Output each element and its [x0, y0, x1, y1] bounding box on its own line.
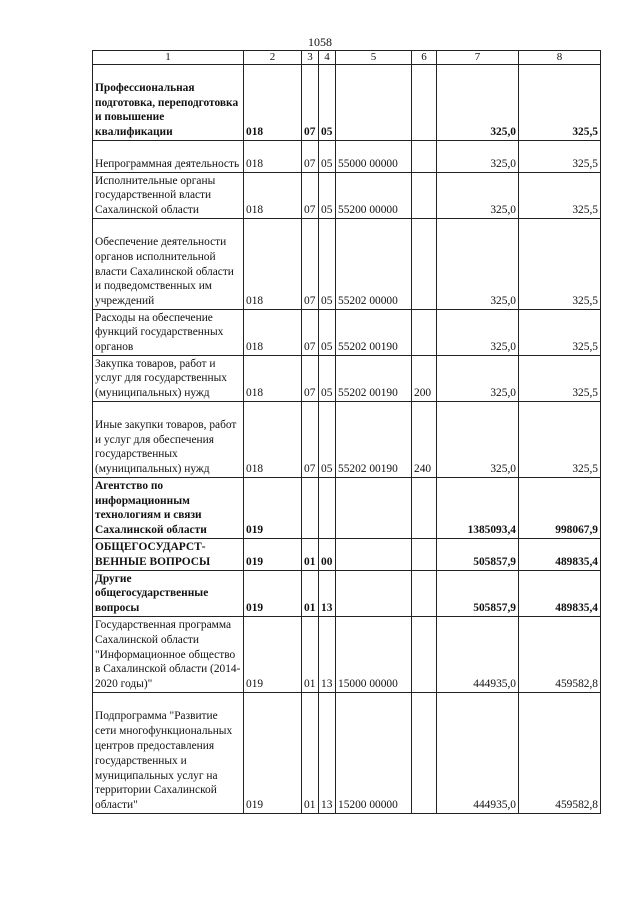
- target-article-code: 55000 00000: [336, 141, 412, 173]
- section-code: 07: [302, 141, 319, 173]
- column-header: 1: [93, 51, 244, 65]
- amount-year-2: 489835,4: [519, 571, 601, 617]
- amount-year-2: 325,5: [519, 65, 601, 141]
- expense-type-code: 240: [412, 402, 437, 478]
- subsection-code: 13: [319, 571, 336, 617]
- amount-year-1: 505857,9: [437, 539, 519, 571]
- table-row: [93, 539, 601, 571]
- amount-year-1: 325,0: [437, 310, 519, 356]
- expense-type-code: [412, 693, 437, 814]
- admin-code: 018: [244, 141, 302, 173]
- table-row: [93, 693, 601, 814]
- expense-type-code: [412, 478, 437, 539]
- row-description: Закупка товаров, работ и услуг для государственных (муниципальных) нужд: [93, 356, 244, 402]
- admin-code: 019: [244, 478, 302, 539]
- target-article-code: 55202 00190: [336, 356, 412, 402]
- amount-year-2: 325,5: [519, 141, 601, 173]
- section-code: 07: [302, 356, 319, 402]
- amount-year-2: 325,5: [519, 310, 601, 356]
- table-row: [93, 617, 601, 693]
- target-article-code: 55202 00000: [336, 219, 412, 310]
- row-description: Иные закупки товаров, работ и услуг для обеспечения государственных (муниципальных) нужд: [93, 402, 244, 478]
- admin-code: 018: [244, 310, 302, 356]
- column-header: 2: [244, 51, 302, 65]
- section-code: 07: [302, 65, 319, 141]
- column-header: 5: [336, 51, 412, 65]
- target-article-code: 55200 00000: [336, 173, 412, 219]
- admin-code: 018: [244, 173, 302, 219]
- amount-year-1: 444935,0: [437, 693, 519, 814]
- table-row: [93, 310, 601, 356]
- admin-code: 019: [244, 571, 302, 617]
- section-code: 01: [302, 539, 319, 571]
- section-code: 01: [302, 571, 319, 617]
- subsection-code: 05: [319, 402, 336, 478]
- expense-type-code: [412, 539, 437, 571]
- table-row: [93, 219, 601, 310]
- row-description: Обеспечение деятельности органов исполнительной власти Сахалинской области и подведомственных им учреждений: [93, 219, 244, 310]
- amount-year-2: 325,5: [519, 402, 601, 478]
- admin-code: 019: [244, 617, 302, 693]
- budget-table: [92, 50, 601, 814]
- section-code: 01: [302, 693, 319, 814]
- amount-year-1: 325,0: [437, 219, 519, 310]
- subsection-code: 05: [319, 65, 336, 141]
- target-article-code: [336, 539, 412, 571]
- subsection-code: 13: [319, 617, 336, 693]
- expense-type-code: [412, 219, 437, 310]
- expense-type-code: [412, 173, 437, 219]
- table-row: [93, 65, 601, 141]
- expense-type-code: [412, 617, 437, 693]
- admin-code: 018: [244, 402, 302, 478]
- admin-code: 018: [244, 65, 302, 141]
- subsection-code: 05: [319, 219, 336, 310]
- row-description: Профессиональная подготовка, переподготовка и повышение квалификации: [93, 65, 244, 141]
- subsection-code: 00: [319, 539, 336, 571]
- target-article-code: 55202 00190: [336, 310, 412, 356]
- admin-code: 018: [244, 356, 302, 402]
- amount-year-2: 459582,8: [519, 617, 601, 693]
- section-code: 01: [302, 617, 319, 693]
- subsection-code: [319, 478, 336, 539]
- admin-code: 019: [244, 539, 302, 571]
- amount-year-2: 325,5: [519, 173, 601, 219]
- amount-year-1: 325,0: [437, 141, 519, 173]
- row-description: Агентство по информационным технологиям и связи Сахалинской области: [93, 478, 244, 539]
- section-code: 07: [302, 402, 319, 478]
- target-article-code: 15200 00000: [336, 693, 412, 814]
- amount-year-2: 489835,4: [519, 539, 601, 571]
- amount-year-1: 505857,9: [437, 571, 519, 617]
- section-code: 07: [302, 173, 319, 219]
- table-row: [93, 402, 601, 478]
- subsection-code: 05: [319, 356, 336, 402]
- table-row: [93, 571, 601, 617]
- amount-year-1: 1385093,4: [437, 478, 519, 539]
- row-description: Исполнительные органы государственной власти Сахалинской области: [93, 173, 244, 219]
- column-header: 6: [412, 51, 437, 65]
- row-description: Подпрограмма "Развитие сети многофункциональных центров предоставления государственных и муниципальных услуг на территории Сахалинской области": [93, 693, 244, 814]
- amount-year-1: 444935,0: [437, 617, 519, 693]
- subsection-code: 05: [319, 141, 336, 173]
- admin-code: 019: [244, 693, 302, 814]
- header-row: [93, 51, 601, 65]
- row-description: Государственная программа Сахалинской области "Информационное общество в Сахалинской области (2014-2020 годы)": [93, 617, 244, 693]
- row-description: Другие общегосударственные вопросы: [93, 571, 244, 617]
- expense-type-code: [412, 571, 437, 617]
- column-header: 7: [437, 51, 519, 65]
- subsection-code: 05: [319, 310, 336, 356]
- admin-code: 018: [244, 219, 302, 310]
- target-article-code: [336, 478, 412, 539]
- amount-year-2: 325,5: [519, 356, 601, 402]
- subsection-code: 13: [319, 693, 336, 814]
- expense-type-code: [412, 141, 437, 173]
- amount-year-2: 998067,9: [519, 478, 601, 539]
- column-header: 8: [519, 51, 601, 65]
- table-row: [93, 141, 601, 173]
- column-header: 4: [319, 51, 336, 65]
- row-description: Расходы на обеспечение функций государственных органов: [93, 310, 244, 356]
- page-number: 1058: [308, 35, 332, 49]
- column-header: 3: [302, 51, 319, 65]
- subsection-code: 05: [319, 173, 336, 219]
- row-description: ОБЩЕГОСУДАРСТ-ВЕННЫЕ ВОПРОСЫ: [93, 539, 244, 571]
- target-article-code: [336, 65, 412, 141]
- target-article-code: 15000 00000: [336, 617, 412, 693]
- expense-type-code: 200: [412, 356, 437, 402]
- expense-type-code: [412, 65, 437, 141]
- table-row: [93, 356, 601, 402]
- section-code: [302, 478, 319, 539]
- amount-year-1: 325,0: [437, 173, 519, 219]
- amount-year-2: 325,5: [519, 219, 601, 310]
- amount-year-1: 325,0: [437, 402, 519, 478]
- section-code: 07: [302, 310, 319, 356]
- table-row: [93, 173, 601, 219]
- amount-year-1: 325,0: [437, 356, 519, 402]
- target-article-code: 55202 00190: [336, 402, 412, 478]
- amount-year-2: 459582,8: [519, 693, 601, 814]
- section-code: 07: [302, 219, 319, 310]
- expense-type-code: [412, 310, 437, 356]
- target-article-code: [336, 571, 412, 617]
- row-description: Непрограммная деятельность: [93, 141, 244, 173]
- amount-year-1: 325,0: [437, 65, 519, 141]
- table-row: [93, 478, 601, 539]
